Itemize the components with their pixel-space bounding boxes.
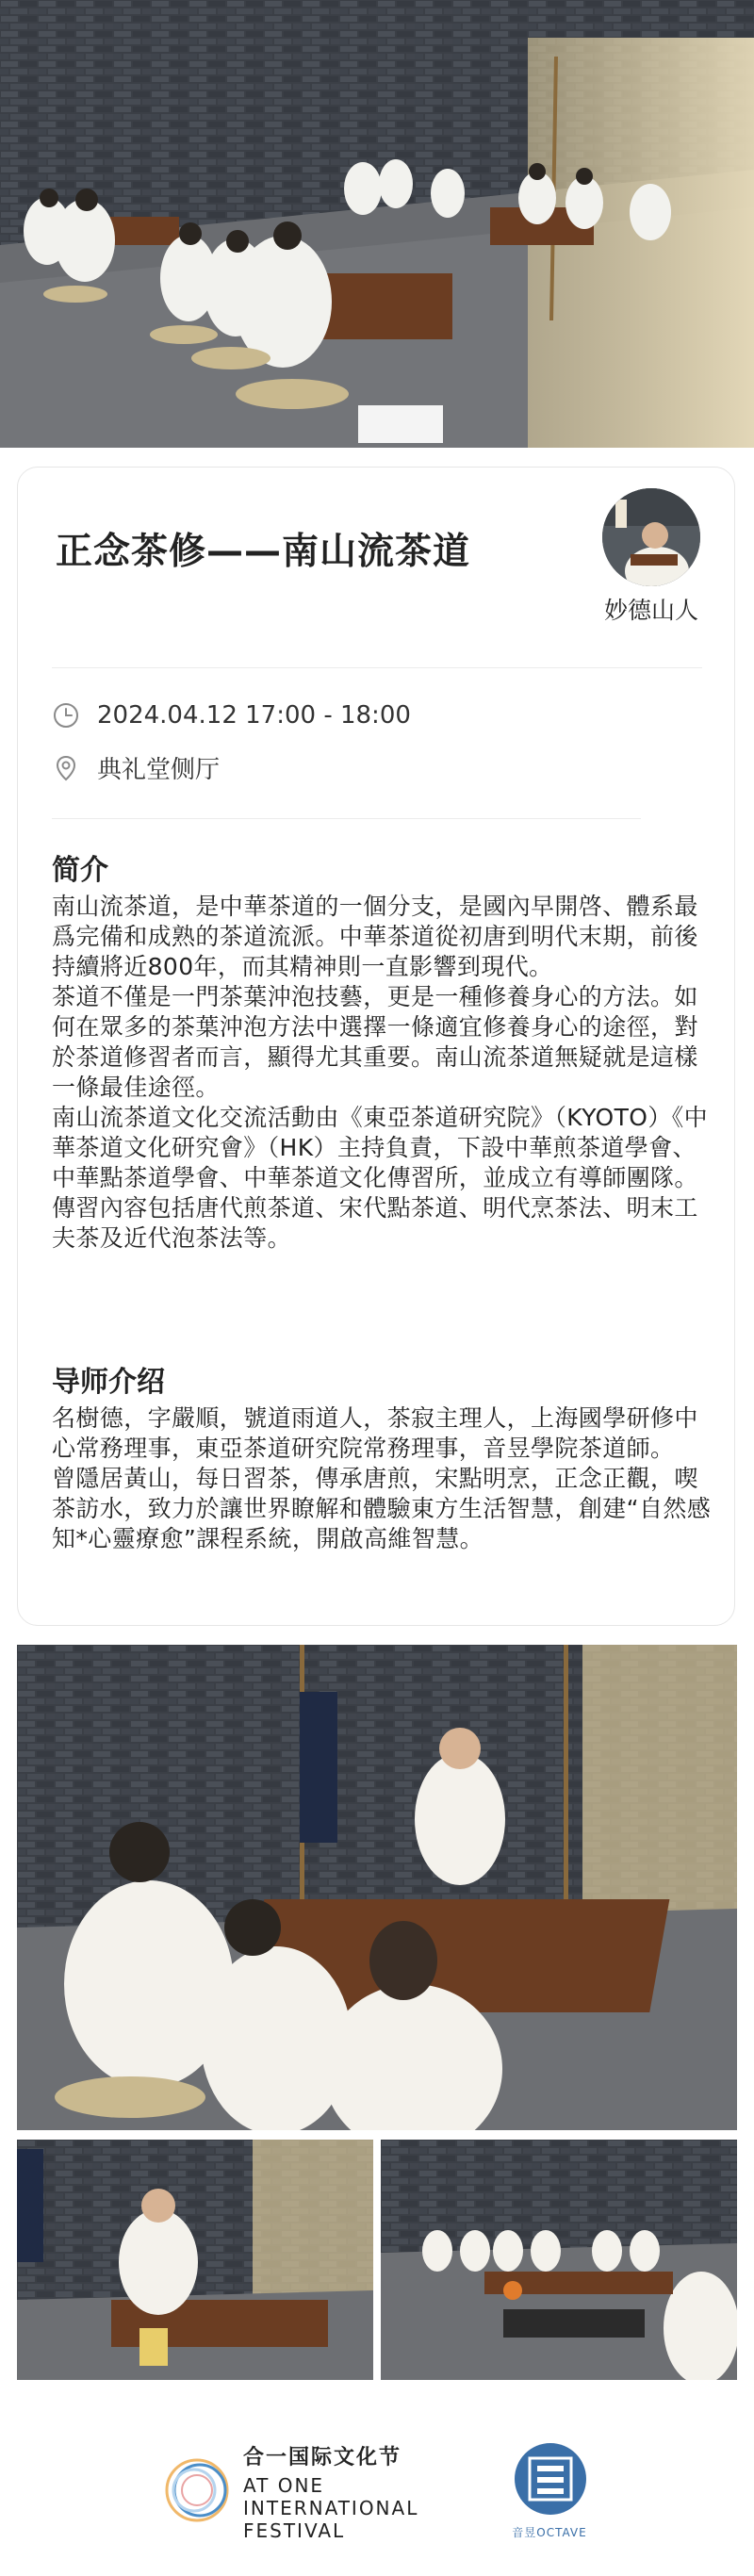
mentor-heading: 导师介绍 <box>52 1366 165 1399</box>
intro-body <box>52 892 715 1254</box>
event-location: 典礼堂侧厅 <box>97 756 221 784</box>
location-pin-icon <box>52 754 80 782</box>
intro-paragraph: 南山流茶道文化交流活動由《東亞茶道研究院》（KYOTO）《中華茶道文化研究會》（HK）主持負責，下設中華煎茶道學會、中華點茶道學會、中華茶道文化傳習所，並成立有導師團隊。 <box>52 1104 709 1191</box>
festival-name-en-line: FESTIVAL <box>243 2519 346 2542</box>
event-title: 正念茶修——南山流茶道 <box>56 531 471 573</box>
divider-top <box>52 667 702 668</box>
intro-paragraph: 傳習內容包括唐代煎茶道、宋代點茶道、明代烹茶法、明末工夫茶及近代泡茶法等。 <box>52 1194 698 1252</box>
event-datetime: 2024.04.12 17:00 - 18:00 <box>97 701 411 730</box>
festival-name <box>243 2441 418 2542</box>
gallery-photo-large[interactable] <box>17 1645 737 2130</box>
event-location-row <box>52 750 220 785</box>
octave-logo <box>513 2441 588 2517</box>
festival-name-en-line: AT ONE <box>243 2474 325 2497</box>
festival-name-en-line: INTERNATIONAL <box>243 2497 419 2519</box>
mentor-paragraph: 曾隱居黃山，每日習茶，傳承唐煎，宋點明烹，正念正觀，喫茶訪水，致力於讓世界瞭解和體驗東方生活智慧，創建“自然感知*心靈療愈”課程系統，開啟高維智慧。 <box>52 1465 712 1552</box>
hero-photo <box>0 0 754 448</box>
clock-icon <box>52 701 80 730</box>
festival-logo-mark <box>162 2441 232 2539</box>
event-card <box>17 467 735 1626</box>
mentor-body <box>52 1403 715 1554</box>
host-avatar[interactable] <box>602 488 700 586</box>
host-name: 妙德山人 <box>603 597 698 624</box>
intro-paragraph: 茶道不僅是一門茶葉沖泡技藝，更是一種修養身心的方法。如何在眾多的茶葉沖泡方法中選擇一條適宜修養身心的途徑，對於茶道修習者而言，顯得尤其重要。南山流茶道無疑就是這樣一條最佳途徑。 <box>52 983 698 1101</box>
mentor-paragraph: 名樹德，字嚴順，號道雨道人，茶寂主理人，上海國學研修中心常務理事，東亞茶道研究院常務理事，音昱學院茶道師。 <box>52 1404 698 1462</box>
gallery-photo-right[interactable] <box>381 2140 737 2380</box>
intro-paragraph: 南山流茶道，是中華茶道的一個分支，是國內早開啓、體系最爲完備和成熟的茶道流派。中華茶道從初唐到明代末期，前後持續將近800年，而其精神則一直影響到現代。 <box>52 893 698 980</box>
intro-heading: 简介 <box>52 854 108 887</box>
divider-middle <box>52 818 641 819</box>
event-datetime-row <box>52 701 411 730</box>
festival-name-cn: 合一国际文化节 <box>243 2446 402 2469</box>
octave-label: 音昱OCTAVE <box>512 2526 587 2539</box>
gallery-photo-left[interactable] <box>17 2140 373 2380</box>
